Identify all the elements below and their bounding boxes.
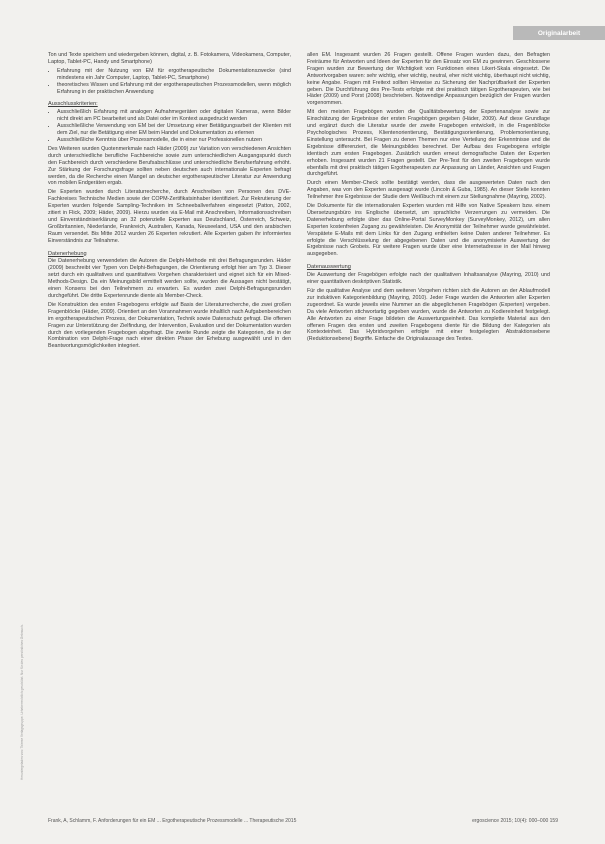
page-footer: [48, 818, 558, 824]
section-heading: Datenerhebung: [48, 250, 87, 257]
paragraph: Für die qualitative Analyse und dem weiteren Vorgehen richten sich die Autoren an der Ablaufmodell zur induktiven Kategorienbildung (Mayring, 2010). Jeder Frage wurden die Antworten aller Experten zugeordnet. Es wurde jeweils eine Nummer an die abgeglichenen Fragebögen (Experten) vergeben. Da viele Antworten stichwortartig gegeben wurden, wurde die Antworten zu Kodiereinheit festgelegt. Alle Antworten zu einer Frage bildeten die Auswertungseinheit. Das komplette Material aus den offenen Fragen des ersten und zweiten Fragebogens diente für die Bildung der Kategorien als Kontexteinheit. Das Hybridvorgehen erfolgte mit einer festgelegten Abstraktionsebene (Reduktionsebene) Begriffe. Einfache die Originalaussage des Textes.: [307, 288, 550, 343]
footer-journal: ergoscience 2015; 10(4): 000–000 159: [472, 818, 558, 824]
paragraph: Die Experten wurden durch Literaturrecherche, durch Anschreiben von Personen des DVE-Fachkreises Technische Medien sowie der COPM-Zertifikatsinhaber identifiziert. Zur Rekrutierung der Experten wurden folgende Sampling-Techniken im Schneeballverfahren eingesetzt (Patton, 2002, zitiert in Flick, 2009; Häder, 2009). Hierzu wurden via E-Mail mit Anschreiben, Informationsschreiben und Einverständniserklärung an 32 potenzielle Experten aus Deutschland, Österreich, Schweiz, Großbritannien, Niederlande, Frankreich, Australien, Kanada, Neuseeland, USA und den arabischen Raum versendet. Bis Mitte 2012 wurden 26 Experten rekrutiert. Alle Experten gaben ihr informiertes Einverständnis zur Teilnahme.: [48, 189, 291, 244]
footer-citation: Frank, A, Schlamm, F. Anforderungen für ein EM ... Ergotherapeutische Prozessmodelle ... Therapeutische 2015: [48, 818, 297, 824]
paragraph: Die Konstruktion des ersten Fragebogens erfolgte auf Basis der Literaturrecherche, die zwei großen Fragenblöcke (Häder, 2009). Orientiert an den Vorannahmen wurde inhaltlich nach Aufgabenbereichen im ergotherapeutischen Prozess, der Dokumentation, Technik sowie Datenschutz gefragt. Die offenen Fragen zur Unterstützung der Zielfindung, der Intervention, Evaluation und der Dokumentation wurden durch den vorliegenden Fragebogen abgefragt. Die zweite Runde zeigte die Kategorien, die in der Kombination von Delphi-Frage nach einer direkten Phase der Erhebung ausgewählt und in den Beantwortungsmöglichkeiten integriert.: [48, 301, 292, 350]
list-item: • Erfahrung mit der Nutzung von EM für ergotherapeutische Dokumentationszwecke (sind mindestens ein Jahr Computer, Laptop, Tablet-PC, Smartphone): [57, 68, 291, 82]
inclusion-list: [48, 68, 291, 96]
exclusion-list: [48, 109, 291, 144]
list-item: • Ausschließliche Verwendung von EM bei der Umsetzung einer Betätigungsarbeit der Klienten mit dem Ziel, nur die Betätigung einer EM beim Handel und Dokumentation zu erlernen: [57, 123, 291, 137]
paragraph: Des Weiteren wurden Quotenmerkmale nach Häder (2009) zur Variation von verschiedenen Ansichten durch unterschiedliche berufliche Fachbereiche sowie zum unterschiedlichen Ausgangspunkt durch den Fachbereich durch verschiedene Berufsabschlüsse und unterschiedliche Berufserfahrung erhöht. Zur Stärkung der Forschungsfrage sollten neben deutschen auch internationale Experten befragt werden, da die Recherche einen Mangel an deutscher ergotherapeutischer Literatur zur Anwendung von mobilen Endgeräten ergab.: [48, 145, 291, 187]
paragraph: Durch einen Member-Check sollte bestätigt werden, dass die ausgewerteten Daten nach den Angaben, was von den Experten ausgesagt wurde (Lincoln & Guba, 1985). An dieser Stelle konnten Teilnehmer ihre Ergebnisse der Studie dem Weißbuch mit einem zur Stellungnahme (Mayring, 2002).: [307, 180, 550, 201]
left-column: [48, 52, 291, 352]
paragraph: Mit den meisten Fragebögen wurden die Qualitätsbewertung der Expertenanalyse sowie zur Einschätzung der Ergebnisse der ersten Fragebögen gegeben (Häder, 2009). Auf diese Grundlage und ergänzt durch die Literatur wurde der zweite Fragebogen entwickelt, in die Fragenblöcke Psychologisches Prozess, Klientenorientierung, Bestätigungsorientierung, Problemorientierung, Einstellung untersucht. Bei Fragen zu denen Themen nur eine Verteilung der Erkenntnisse und die Ergebnisse differenziert, die Meinungsbildes berechnet. Der Aufbau des Fragebogens erfolgte identisch zum ersten Fragebogen. Zusätzlich wurden erneut demografische Daten der Experten erhoben. Insgesamt wurden 21 Fragen gestellt. Der Pre-Test für den zweiten Fragebogen wurde ebenfalls mit drei praktisch tätigen Ergotherapeuten zur Anpassung an Länder, Ansichten und Fragen durchgeführt.: [307, 109, 550, 178]
exclusion-heading: Ausschlusskriterien:: [48, 101, 98, 108]
section-heading: Datenauswertung: [307, 264, 351, 271]
list-item: • Ausschließlich Erfahrung mit analogen Aufnahmegeräten oder digitalen Kameras, wenn Bilder nicht direkt am PC bearbeitet und als Datei oder im Kontext ausgedruckt werden: [57, 109, 291, 123]
paragraph: Die Datenerhebung verwendeten die Autoren die Delphi-Methode mit drei Befragungsrunden. Häder (2009) beschreibt vier Typen von Delphi-Befragungen, die Orientierung erfolgt hier am Typ 3. Dieser setzt durch ein qualitatives und quantitatives Vorgehen charakterisiert und eignet sich für ein Mixed-Methods-Design. Da ein Meinungsbild ermittelt werden sollte, wurden die Aussagen nicht bestätigt, einen Konsens bei den Teilnehmern zu erwarten. Es wurden zwei Delphi-Befragungsrunden durchgeführt. Die dritte Expertenrunde diente als Member-Check.: [48, 258, 291, 299]
section-tab: [513, 26, 605, 40]
intro-text: Ton und Texte speichern und wiedergeben können, digital, z. B. Fotokamera, Videokamera, Computer, Laptop, Tablet-PC, Handy und Smartphone): [48, 52, 291, 65]
paragraph: Die Auswertung der Fragebögen erfolgte nach der qualitativen Inhaltsanalyse (Mayring, 2010) und einer quantitativen deskriptiven Statistik.: [307, 272, 550, 286]
right-column: [307, 52, 550, 345]
paragraph: allen EM. Insgesamt wurden 26 Fragen gestellt. Offene Fragen wurden dazu, den Befragten Freiräume für Antworten und Ideen der Experten für den Einsatz von EM zu gewinnen. Geschlossene Fragen wurden zur Bewertung der Wichtigkeit von Funktionen eines Likert-Skala eingesetzt. Die Antwortvorgaben waren: sehr wichtig, eher wichtig, neutral, eher nicht wichtig, überhaupt nicht wichtig, keine Angabe. Fragen mit Freitext sollten Hinweise zu Sicherung der Nachprüfbarkeit der Experten geben. Die Durchführung des Pre-Tests erfolgte mit drei praktisch tätigen Ergotherapeuten, wie bei Häder (2009) und Porst (2008) beschrieben. Notwendige Anpassungen bezüglich der Fragen wurden vorgenommen.: [307, 52, 550, 107]
list-item: • Ausschließliche Kenntnis über Prozessmodelle, die in einer nur Professionellen nutzen: [57, 137, 291, 144]
copyright-side-note: Heruntergeladen von: Thieme Verlagsgruppe. Urheberrechtlich geschützt. Nur für den persönlichen Gebrauch.: [20, 624, 24, 780]
list-item: • theoretisches Wissen und Erfahrung mit der ergotherapeutischen Prozessmodellen, wenn möglich Erfahrung in der praktischen Anwendung: [57, 82, 291, 96]
paragraph: Die Dokumente für die internationalen Experten wurden mit Hilfe von Native Speakern bzw. einem Übersetzungsbüro ins Englische übersetzt, um sprachliche Verzerrungen zu vermeiden. Die Datenerhebung erfolgte über das Online-Portal SurveyMonkey (SurveyMonkey, 2012), um allen Experten kostenfreien Zugang zu gewährleisten. Die Anonymität der Teilnehmer wurde gewährleistet. Verspätete E-Mails mit dem Links für den Zugang enthielten keine Daten anderer Teilnehmer. Es erfolgte die Verschlüsselung der abgegebenen Daten und die anonymisierte Auswertung der Ergebnisse nach Grobeis. Für weitere Fragen wurde über eine Internetadresse in der Mail hinweg ausgegeben.: [307, 203, 550, 258]
section-tab-label: Originalarbeit: [537, 29, 581, 37]
